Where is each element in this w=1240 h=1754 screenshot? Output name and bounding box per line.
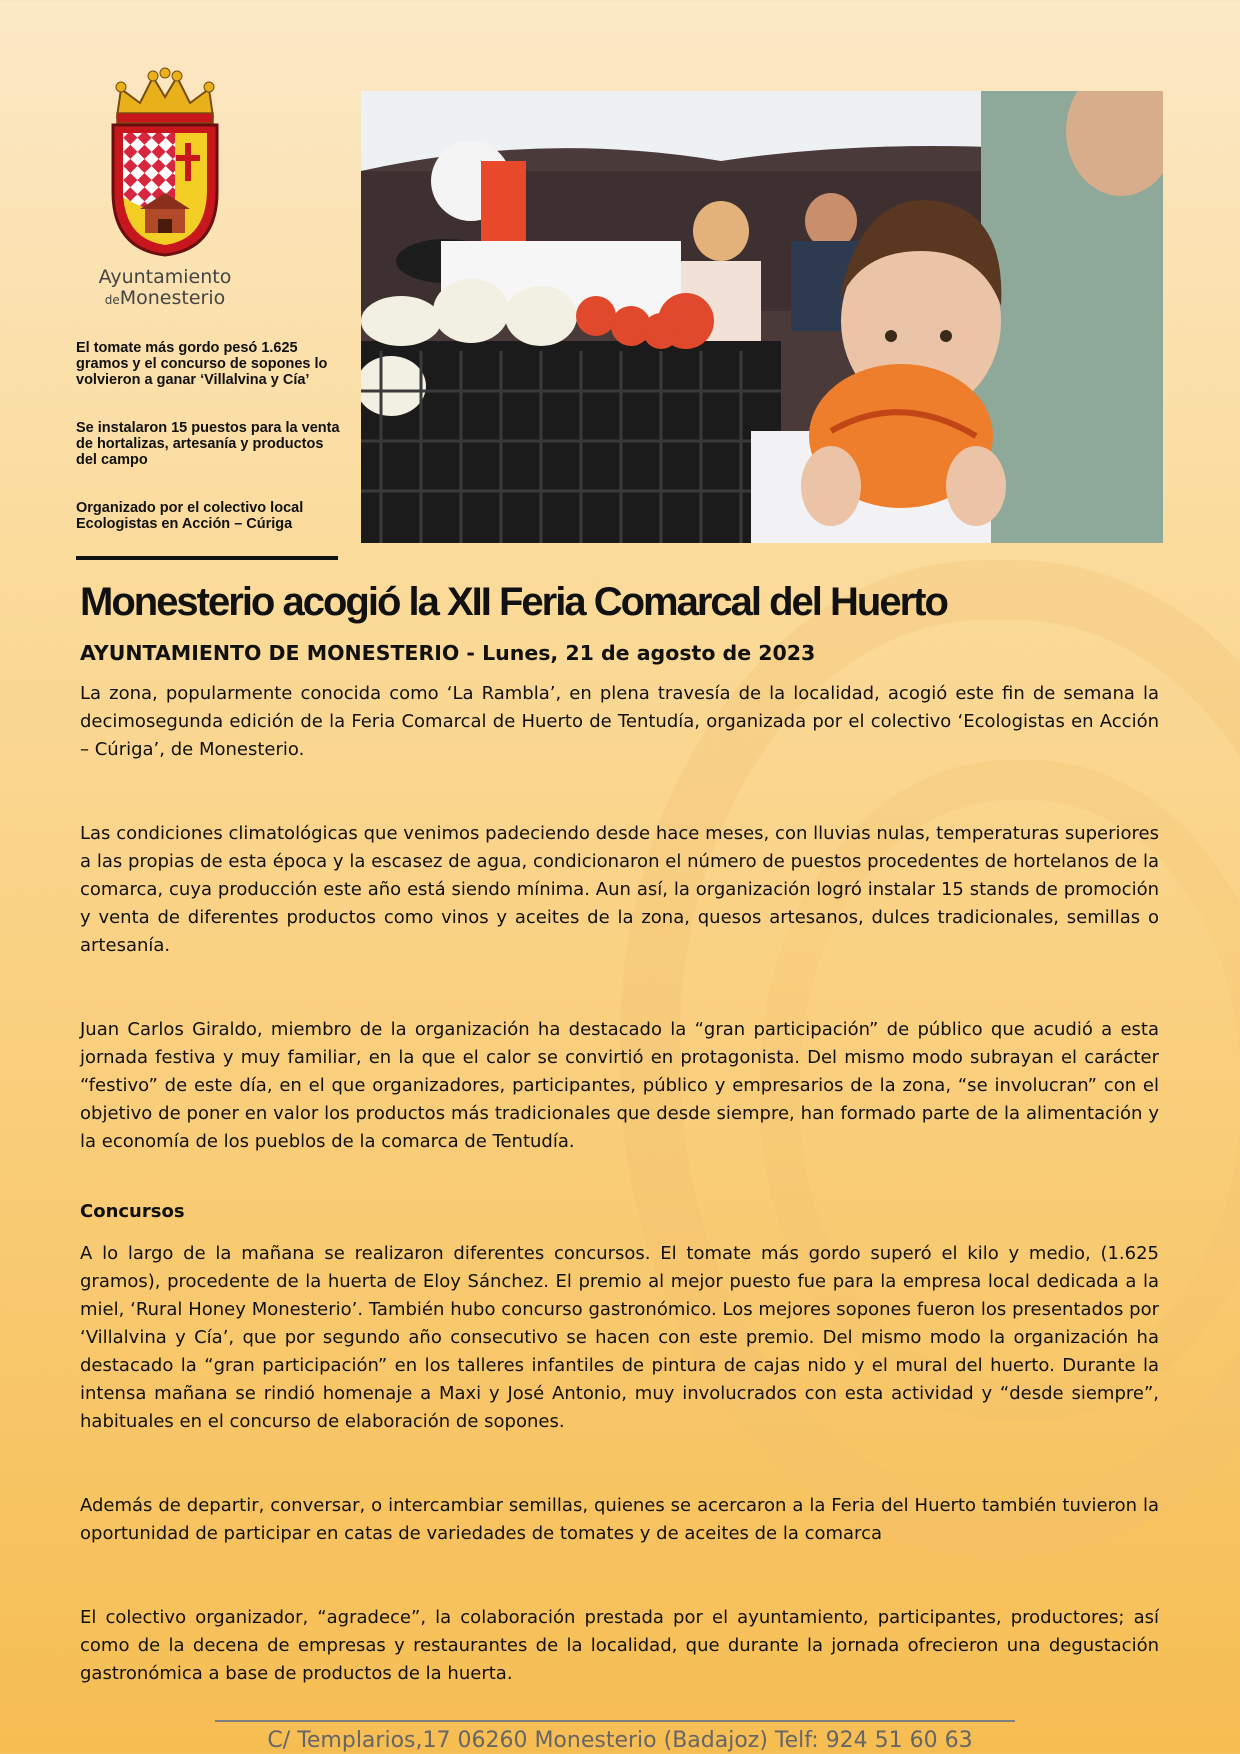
article-paragraph: Juan Carlos Giraldo, miembro de la organización ha destacado la “gran participación” de público que acudió a esta jornada festiva y muy familiar, en la que el calor se convirtió en protagonista. Del mismo modo subrayan el carácter “festivo” de este día, en el que organizadores, participantes, público y empresarios de la zona, “se involucran” con el objetivo de poner en valor los productos más tradicionales que desde siempre, han formado parte de la alimentación y la economía de los pueblos de la comarca de Tentudía. — [80, 1019, 1159, 1152]
article-paragraph: Las condiciones climatológicas que venimos padeciendo desde hace meses, con lluvias nulas, temperaturas superiores a las propias de esta época y la escasez de agua, condicionaron el número de puestos procedentes de hortelanos de la comarca, cuya producción este año está siendo mínima. Aun así, la organización logró instalar 15 stands de promoción y venta de diferentes productos como vinos y aceites de la zona, quesos artesanos, dulces tradicionales, semillas o artesanía. — [80, 823, 1159, 956]
highlight-item: Organizado por el colectivo local Ecologistas en Acción – Cúriga — [76, 500, 304, 532]
section-heading: Concursos — [80, 1201, 185, 1222]
logo-line-2-prefix: de — [104, 293, 120, 307]
article-headline: Monesterio acogió la XII Feria Comarcal del Huerto — [80, 580, 947, 624]
logo-line-1: Ayuntamiento — [98, 266, 232, 288]
highlight-item: El tomate más gordo pesó 1.625 gramos y el concurso de sopones lo volvieron a ganar ‘Villalvina y Cía’ — [76, 340, 328, 388]
sidebar-divider — [76, 556, 338, 560]
logo-line-2 — [95, 288, 235, 311]
article-paragraph: El colectivo organizador, “agradece”, la colaboración prestada por el ayuntamiento, participantes, productores; así como de la decena de empresas y restaurantes de la localidad, que durante la jornada ofrecieron una degustación gastronómica a base de productos de la huerta. — [80, 1607, 1159, 1684]
footer-address: C/ Templarios,17 06260 Monesterio (Badajoz) Telf: 924 51 60 63 — [267, 1728, 973, 1753]
article-paragraph: La zona, popularmente conocida como ‘La Rambla’, en plena travesía de la localidad, acogió este fin de semana la decimosegunda edición de la Feria Comarcal de Huerto de Tentudía, organizada por el colectivo ‘Ecologistas en Acción – Cúriga’, de Monesterio. — [80, 683, 1159, 760]
article-byline — [80, 640, 815, 666]
logo-text — [95, 267, 235, 311]
feria-photo — [361, 91, 1163, 543]
byline-source: AYUNTAMIENTO DE MONESTERIO — [80, 641, 460, 665]
article-body — [80, 680, 1159, 1688]
highlights-sidebar — [76, 340, 346, 564]
logo-line-2-name: Monesterio — [119, 287, 226, 309]
footer-divider — [215, 1720, 1015, 1722]
municipality-logo — [95, 62, 245, 312]
market-scene-image — [361, 91, 1163, 543]
article-paragraph: A lo largo de la mañana se realizaron diferentes concursos. El tomate más gordo superó el kilo y medio, (1.625 gramos), procedente de la huerta de Eloy Sánchez. El premio al mejor puesto fue para la empresa local dedicada a la miel, ‘Rural Honey Monesterio’. También hubo concurso gastronómico. Los mejores sopones fueron los presentados por ‘Villalvina y Cía’, que por segundo año consecutivo se hacen con este premio. Del mismo modo la organización ha destacado la “gran participación” en los talleres infantiles de pintura de cajas nido y el mural del huerto. Durante la intensa mañana se rindió homenaje a Maxi y José Antonio, muy involucrados con esta actividad y “desde siempre”, habituales en el concurso de elaboración de sopones. — [80, 1243, 1159, 1432]
article-paragraph: Además de departir, conversar, o intercambiar semillas, quienes se acercaron a la Feria del Huerto también tuvieron la oportunidad de participar en catas de variedades de tomates y de aceites de la comarca — [80, 1495, 1159, 1544]
coat-of-arms-icon — [95, 62, 235, 262]
byline-date: - Lunes, 21 de agosto de 2023 — [459, 641, 816, 665]
highlight-item: Se instalaron 15 puestos para la venta de hortalizas, artesanía y productos del campo — [76, 420, 340, 468]
